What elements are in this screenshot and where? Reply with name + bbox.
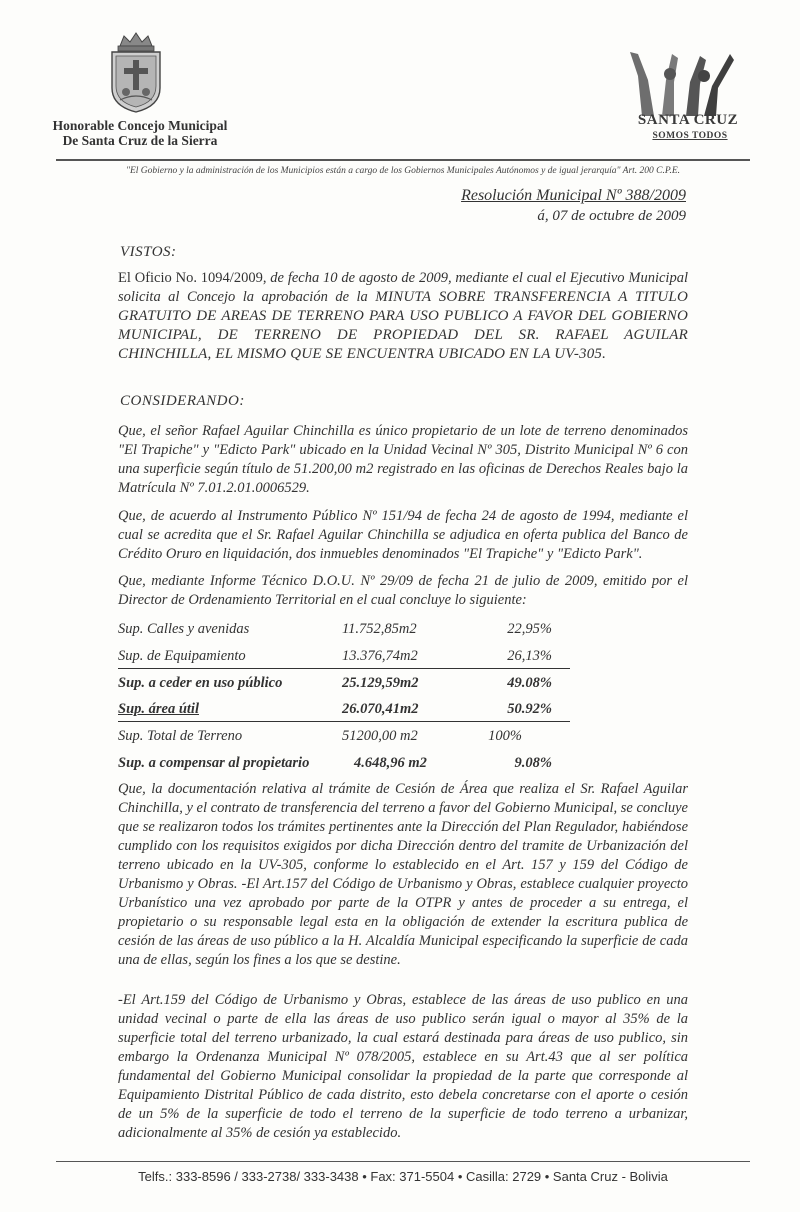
row-label: Sup. de Equipamiento bbox=[118, 648, 246, 664]
oficio-reference: El Oficio No. 1094/2009, bbox=[118, 270, 267, 286]
paragraph-ownership: Que, el señor Rafael Aguilar Chinchilla es único propietario de un lote de terreno denominados "El Trapiche" y "Edicto Park" ubicado en la Unidad Vecinal Nº 305, Distrito Municipal Nº 6 con una superficie según título de 51.200,00 m2 registrado en las oficinas de Derechos Reales bajo la Matrícula Nº 7.01.2.01.0006529. bbox=[118, 423, 688, 496]
footer-contact: Telfs.: 333-8596 / 333-2738/ 333-3438 • Fax: 371-5504 • Casilla: 2729 • Santa Cruz - Bolivia bbox=[138, 1169, 668, 1184]
table-row bbox=[118, 701, 570, 722]
row-area: 4.648,96 m2 bbox=[354, 755, 427, 771]
row-percent: 49.08% bbox=[507, 675, 552, 691]
row-percent: 50.92% bbox=[507, 701, 552, 717]
council-name-line2: De Santa Cruz de la Sierra bbox=[62, 133, 218, 148]
vistos-body: de fecha 10 de agosto de 2009, mediante el cual el Ejecutivo Municipal solicita al Concejo la aprobación de la bbox=[118, 270, 688, 305]
row-area: 25.129,59m2 bbox=[342, 675, 419, 691]
paragraph-documentation: Que, la documentación relativa al trámite de Cesión de Área que realiza el Sr. Rafael Aguilar Chinchilla, y el contrato de transferencia del terreno a favor del Gobierno Municipal, se concluye que se realizaron todos los trámites pertinentes ante la Dirección del Plan Regulador, habiéndose cumplido con los requisitos exigidos por dicha Dirección dentro del tramite de Urbanización del terreno ubicado en la UV-305, conforme lo establecido en el Art. 157 y 159 del Código de Urbanismo y Obras. -El Art.157 del Código de Urbanismo y Obras, establece cualquier proyecto Urbanístico una vez aprobado por parte de la OTPR y antes de proceder a su entrega, el propietario o su responsable legal esta en la obligación de extender la escritura publica de cesión de las áreas de uso público a la H. Alcaldía Municipal especificando la superficie de cada una de ellas, según los fines a los que se destine. bbox=[118, 781, 688, 968]
row-percent: 26,13% bbox=[507, 648, 552, 664]
paragraph-technical-report: Que, mediante Informe Técnico D.O.U. Nº 29/09 de fecha 21 de julio de 2009, emitido por el Director de Ordenamiento Territorial en el cual concluye lo siguiente: bbox=[118, 573, 688, 608]
row-label: Sup. a ceder en uso público bbox=[118, 675, 283, 691]
row-label: Sup. a compensar al propietario bbox=[118, 755, 310, 771]
brand-name: SANTA CRUZ bbox=[637, 112, 739, 128]
row-area: 13.376,74m2 bbox=[342, 648, 418, 664]
header-divider bbox=[56, 159, 750, 161]
table-row bbox=[118, 648, 570, 669]
row-label: Sup. área útil bbox=[118, 701, 199, 717]
row-area: 51200,00 m2 bbox=[342, 728, 418, 744]
table-row bbox=[118, 621, 570, 641]
constitution-quote: "El Gobierno y la administración de los Municipios están a cargo de los Gobiernos Municipales Autónomos y de igual jerarquía" Art. 200 C.P.E. bbox=[125, 166, 681, 176]
brand-slogan: SOMOS TODOS bbox=[652, 131, 728, 141]
table-row bbox=[118, 728, 570, 748]
council-name-line1: Honorable Concejo Municipal bbox=[52, 118, 228, 133]
row-percent: 22,95% bbox=[507, 621, 552, 637]
table-row bbox=[118, 675, 570, 695]
coat-of-arms-icon bbox=[106, 30, 166, 114]
row-percent: 100% bbox=[488, 728, 522, 744]
row-percent: 9.08% bbox=[514, 755, 552, 771]
resolution-date: á, 07 de octubre de 2009 bbox=[537, 208, 686, 224]
vistos-paragraph bbox=[118, 269, 688, 364]
resolution-title: Resolución Municipal Nº 388/2009 bbox=[461, 187, 686, 204]
row-area: 11.752,85m2 bbox=[342, 621, 417, 637]
paragraph-art-159: -El Art.159 del Código de Urbanismo y Obras, establece de las áreas de uso publico en una unidad vecinal o parte de ella las áreas de uso publico serán igual o mayor al 35% de la superficie total del terreno urbanizado, la cual estará destinada para áreas de uso publico, sin embargo la Ordenanza Municipal Nº 078/2005, establece en su Art.43 que al ser política fundamental del Gobierno Municipal consolidar la propiedad de la parte que corresponde al Equipamiento Distrital Público de cada distrito, esto debela concretarse con el aporte o cesión de un 5% de la superficie de todo el terreno de la superficie de todo terreno a urbanizar, adicionalmente al 35% de cesión ya establecido. bbox=[118, 992, 688, 1141]
row-label: Sup. Calles y avenidas bbox=[118, 621, 250, 637]
table-row bbox=[118, 755, 570, 775]
paragraph-public-instrument: Que, de acuerdo al Instrumento Público Nº 151/94 de fecha 24 de agosto de 1994, mediante el cual se acredita que el Sr. Rafael Aguilar Chinchilla se adjudica en oferta publica del Banco de Crédito Oruro en liquidación, dos inmuebles denominados "El Trapiche" y "Edicto Park". bbox=[118, 508, 688, 562]
considerando-heading: CONSIDERANDO: bbox=[120, 393, 245, 409]
footer-divider bbox=[56, 1161, 750, 1162]
vistos-heading: VISTOS: bbox=[120, 244, 177, 260]
minuta-title: MINUTA SOBRE TRANSFERENCIA A TITULO GRATUITO DE AREAS DE TERRENO PARA USO PUBLICO A FAVOR DEL GOBIERNO MUNICIPAL, DE TERRENO DE PROPIEDAD DEL SR. RAFAEL AGUILAR CHINCHILLA, EL MISMO QUE SE ENCUENTRA UBICADO EN LA UV-305. bbox=[118, 289, 689, 362]
row-area: 26.070,41m2 bbox=[342, 701, 419, 717]
row-label: Sup. Total de Terreno bbox=[118, 728, 243, 744]
